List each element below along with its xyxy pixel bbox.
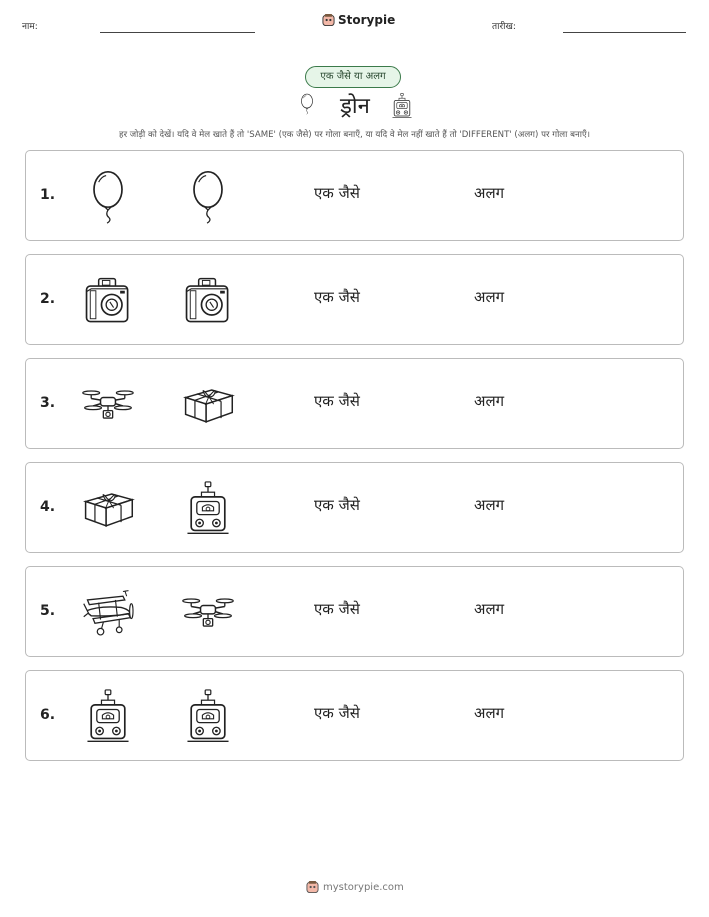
gift-box-icon [180, 377, 236, 433]
question-number: 2. [40, 291, 56, 307]
drone-icon [80, 377, 136, 433]
option-same[interactable]: एक जैसे [314, 600, 360, 618]
option-same[interactable]: एक जैसे [314, 288, 360, 306]
date-line[interactable] [563, 32, 686, 33]
question-card [25, 566, 684, 657]
option-different[interactable]: अलग [474, 288, 505, 306]
gift-box-icon [80, 481, 136, 537]
option-same[interactable]: एक जैसे [314, 704, 360, 722]
option-same[interactable]: एक जैसे [314, 496, 360, 514]
robot-icon [80, 689, 136, 745]
page-title: ड्रोन [340, 94, 370, 119]
option-different[interactable]: अलग [474, 184, 505, 202]
question-number: 4. [40, 499, 56, 515]
robot-icon [180, 481, 236, 537]
balloon-icon [180, 169, 236, 225]
balloon-icon [80, 169, 136, 225]
name-line[interactable] [100, 32, 255, 33]
question-card [25, 358, 684, 449]
option-different[interactable]: अलग [474, 704, 505, 722]
brand-name: Storypie [338, 13, 396, 27]
date-label: तारीख: [492, 22, 516, 32]
camera-icon [80, 273, 136, 329]
footer [306, 880, 404, 894]
worksheet-type-badge: एक जैसे या अलग [305, 66, 401, 88]
option-different[interactable]: अलग [474, 496, 505, 514]
question-number: 6. [40, 707, 56, 723]
storypie-mascot-icon [306, 880, 319, 894]
option-different[interactable]: अलग [474, 392, 505, 410]
question-card [25, 462, 684, 553]
instructions: हर जोड़ी को देखें। यदि वे मेल खाते हैं तो 'SAME' (एक जैसे) पर गोला बनाएँ, या यदि वे मेल नहीं खाते हैं तो 'DIFFERENT' (अलग) पर गोला बनाएँ। [119, 130, 590, 140]
question-number: 5. [40, 603, 56, 619]
camera-icon [180, 273, 236, 329]
balloon-icon [296, 90, 318, 118]
name-label: नाम: [22, 22, 38, 32]
storypie-mascot-icon [322, 13, 335, 27]
robot-icon [180, 689, 236, 745]
question-number: 3. [40, 395, 56, 411]
drone-icon [180, 585, 236, 641]
question-card [25, 150, 684, 241]
brand-logo [322, 13, 395, 27]
option-same[interactable]: एक जैसे [314, 184, 360, 202]
robot-icon [389, 92, 415, 120]
question-card [25, 670, 684, 761]
option-different[interactable]: अलग [474, 600, 505, 618]
option-same[interactable]: एक जैसे [314, 392, 360, 410]
question-number: 1. [40, 187, 56, 203]
footer-url: mystorypie.com [323, 881, 404, 893]
question-card [25, 254, 684, 345]
biplane-icon [80, 585, 136, 641]
